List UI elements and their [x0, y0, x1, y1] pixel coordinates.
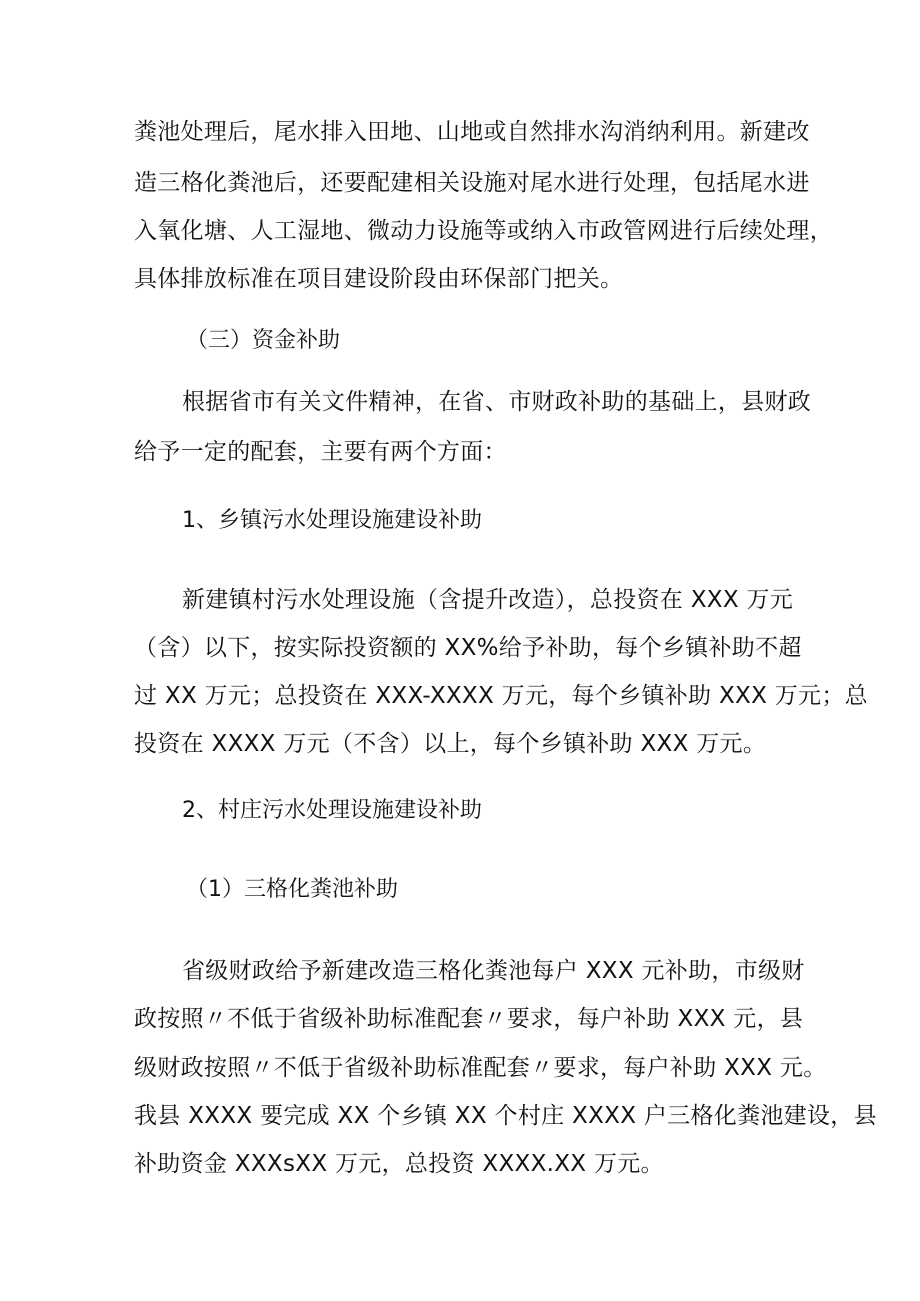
paragraph-line: 新建镇村污水处理设施（含提升改造），总投资在 XXX 万元 — [182, 587, 794, 613]
paragraph-line: 入氧化塘、人工湿地、微动力设施等或纳入市政管网进行后续处理， — [134, 218, 833, 244]
paragraph-line: 给予一定的配套，主要有两个方面： — [134, 439, 507, 465]
paragraph-line: 我县 XXXX 要完成 XX 个乡镇 XX 个村庄 XXXX 户三格化粪池建设，县 — [134, 1103, 877, 1129]
paragraph-line: 造三格化粪池后，还要配建相关设施对尾水进行处理，包括尾水进 — [134, 170, 810, 196]
sub-subsection-heading-septic: （1）三格化粪池补助 — [186, 877, 398, 902]
paragraph-line: 政按照〃不低于省级补助标准配套〃要求，每户补助 XXX 元，县 — [134, 1006, 804, 1032]
section-heading-funding: （三）资金补助 — [186, 328, 341, 353]
paragraph-line: 粪池处理后，尾水排入田地、山地或自然排水沟消纳利用。新建改 — [134, 119, 810, 145]
subsection-heading-village: 2、村庄污水处理设施建设补助 — [182, 798, 482, 823]
paragraph-line: 具体排放标准在项目建设阶段由环保部门把关。 — [134, 266, 624, 292]
paragraph-line: 补助资金 XXXsXX 万元，总投资 XXXX.XX 万元。 — [134, 1151, 664, 1177]
paragraph-line: 根据省市有关文件精神，在省、市财政补助的基础上，县财政 — [182, 389, 812, 415]
subsection-heading-township: 1、乡镇污水处理设施建设补助 — [182, 508, 482, 533]
paragraph-line: 投资在 XXXX 万元（不含）以上，每个乡镇补助 XXX 万元。 — [134, 731, 767, 757]
paragraph-line: （含）以下，按实际投资额的 XX%给予补助，每个乡镇补助不超 — [134, 635, 802, 661]
paragraph-line: 省级财政给予新建改造三格化粪池每户 XXX 元补助，市级财 — [182, 958, 805, 984]
paragraph-line: 过 XX 万元；总投资在 XXX-XXXX 万元，每个乡镇补助 XXX 万元；总 — [134, 683, 868, 709]
paragraph-line: 级财政按照〃不低于省级补助标准配套〃要求，每户补助 XXX 元。 — [134, 1055, 827, 1081]
